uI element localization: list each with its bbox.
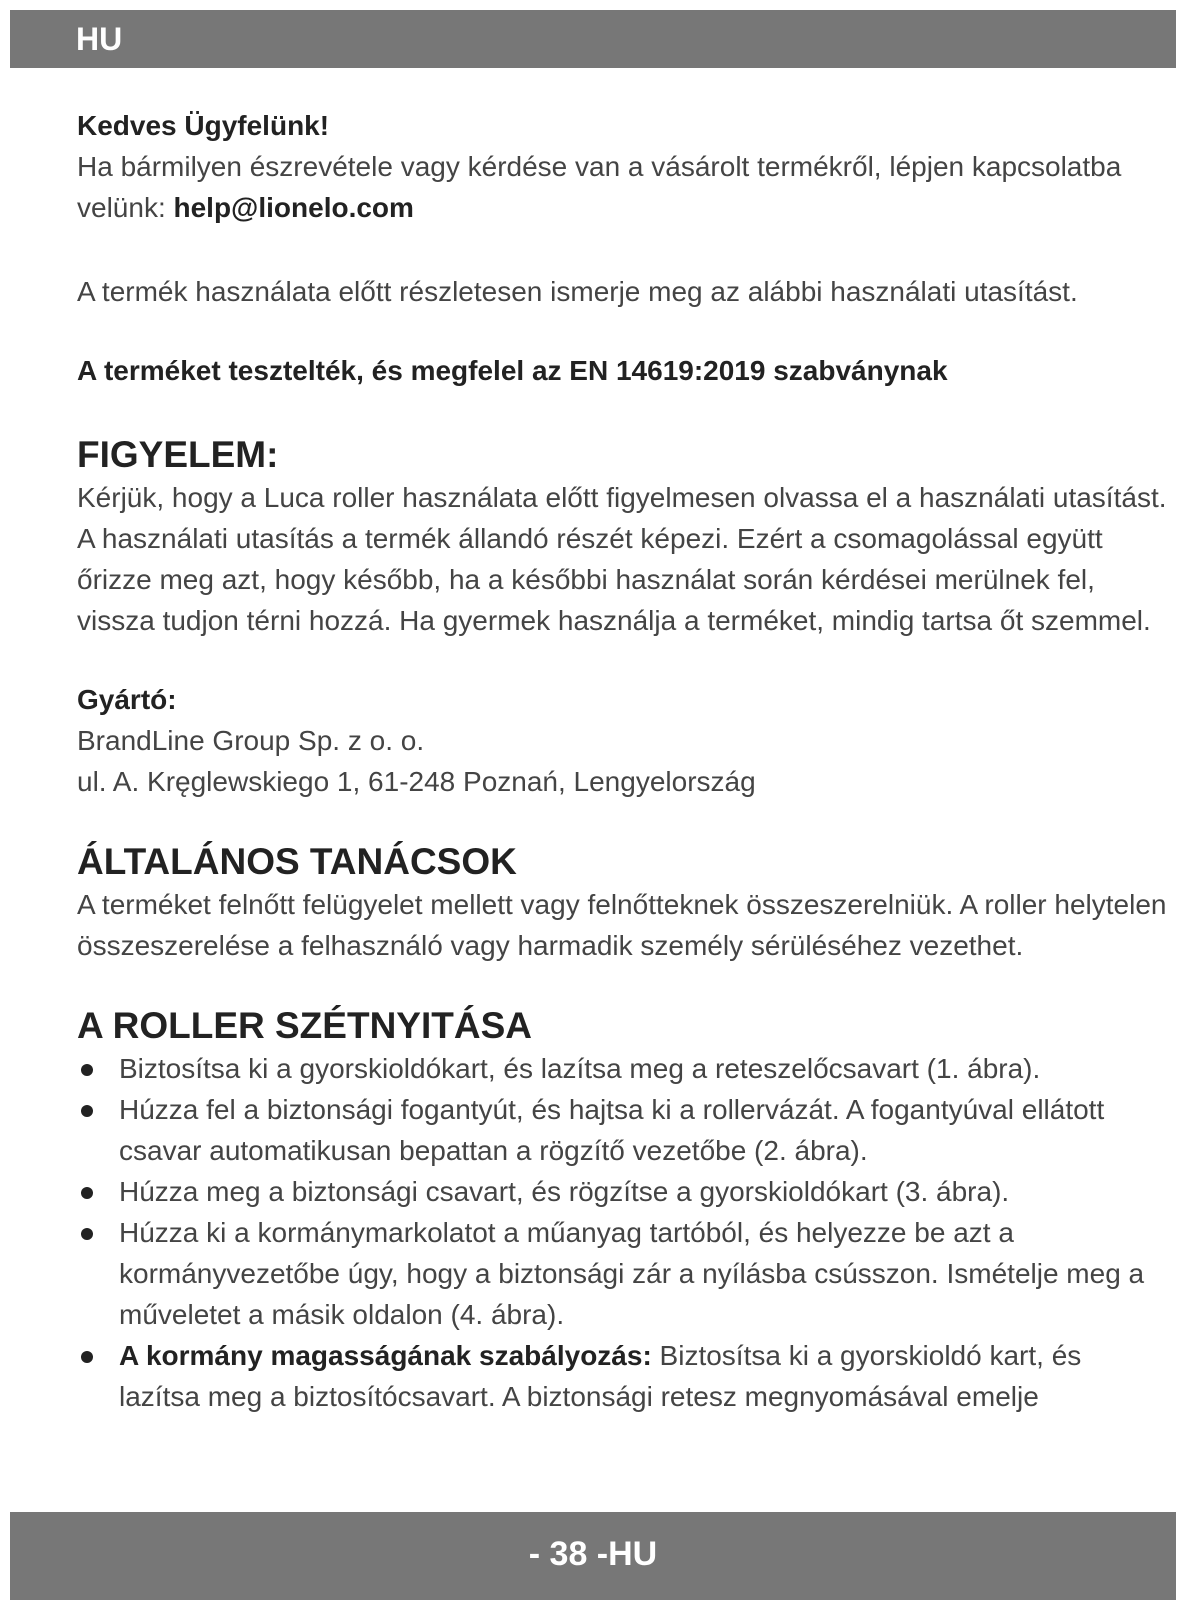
greeting-body: Ha bármilyen észrevétele vagy kérdése van a vásárolt termékről, lépjen kapcsolatba velünk: — [77, 151, 1122, 223]
manufacturer-name: BrandLine Group Sp. z o. o. — [77, 725, 425, 756]
step-text: Húzza fel a biztonsági fogantyút, és hajtsa ki a rollervázát. A fogantyúval ellátott csavar automatikusan bepattan a rögzítő vezetőbe (2. ábra). — [119, 1094, 1105, 1166]
list-item — [77, 1048, 1167, 1089]
support-email[interactable]: help@lionelo.com — [173, 192, 414, 223]
list-item — [77, 1335, 1167, 1417]
spacer — [77, 228, 1167, 271]
list-item — [77, 1212, 1167, 1335]
step-bold-label: A kormány magasságának szabályozás: — [119, 1340, 652, 1371]
page-content — [77, 105, 1167, 1417]
footer-bar — [10, 1512, 1176, 1600]
spacer — [77, 802, 1167, 840]
manufacturer-address: ul. A. Kręglewskiego 1, 61-248 Poznań, Lengyelország — [77, 766, 756, 797]
instructions-note: A termék használata előtt részletesen ismerje meg az alábbi használati utasítást. — [77, 276, 1078, 307]
header-bar — [10, 10, 1176, 68]
page-number: - 38 -HU — [528, 1535, 658, 1573]
spacer — [77, 641, 1167, 679]
general-advice-heading: ÁLTALÁNOS TANÁCSOK — [77, 841, 517, 882]
list-item — [77, 1089, 1167, 1171]
step-text: Húzza ki a kormánymarkolatot a műanyag tartóból, és helyezze be azt a kormányvezetőbe úgy, hogy a biztonsági zár a nyílásba csússzon. Ismételje meg a műveletet a másik oldalon (4. ábra). — [119, 1217, 1145, 1330]
list-item — [77, 1171, 1167, 1212]
attention-text: Kérjük, hogy a Luca roller használata előtt figyelmesen olvassa el a használati utasítást. A használati utasítás a termék állandó részét képezi. Ezért a csomagolással együtt őrizze meg azt, hogy később, ha a későbbi használat során kérdései merülnek fel, vissza tudjon térni hozzá. Ha gyermek használja a terméket, mindig tartsa őt szemmel. — [77, 482, 1167, 636]
step-text: Húzza meg a biztonsági csavart, és rögzítse a gyorskioldókart (3. ábra). — [119, 1176, 1010, 1207]
greeting-title: Kedves Ügyfelünk! — [77, 110, 330, 141]
step-text: Biztosítsa ki a gyorskioldó kart, és lazítsa meg a biztosítócsavart. A biztonsági retesz megnyomásával emelje — [119, 1340, 1082, 1412]
greeting-text — [77, 146, 1167, 228]
general-advice-text: A terméket felnőtt felügyelet mellett vagy felnőtteknek összeszerelniük. A roller helytelen összeszerelése a felhasználó vagy harmadik személy sérüléséhez vezethet. — [77, 889, 1167, 961]
spacer — [77, 312, 1167, 350]
unfolding-steps — [77, 1048, 1167, 1417]
spacer — [77, 966, 1167, 1004]
step-text: Biztosítsa ki a gyorskioldókart, és lazítsa meg a reteszelőcsavart (1. ábra). — [119, 1053, 1041, 1084]
manufacturer-label: Gyártó: — [77, 684, 177, 715]
attention-heading: FIGYELEM: — [77, 434, 279, 475]
unfolding-heading: A ROLLER SZÉTNYITÁSA — [77, 1005, 532, 1046]
language-code: HU — [76, 21, 123, 57]
spacer — [77, 391, 1167, 433]
standard-note: A terméket tesztelték, és megfelel az EN 14619:2019 szabványnak — [77, 355, 948, 386]
